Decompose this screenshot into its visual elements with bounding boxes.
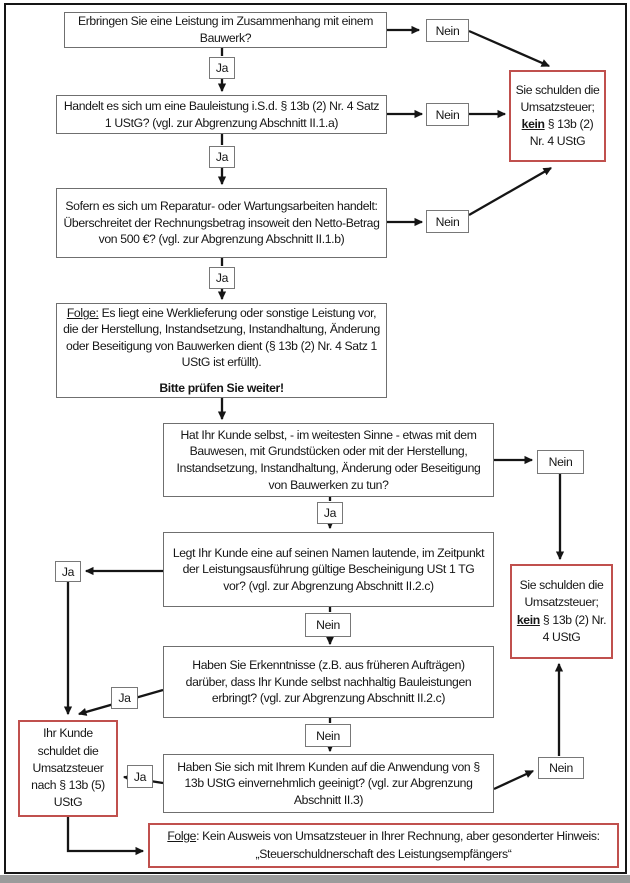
result-right-bottom-text bbox=[516, 577, 607, 646]
q5-text: Legt Ihr Kunde eine auf seinen Namen lautende, im Zeitpunkt der Leistungsausführung gültige Bescheinigung USt 1 TG vor? (vgl. zur Abgrenzung Abschnitt II.2.c) bbox=[172, 545, 485, 593]
flow-node-q3 bbox=[56, 188, 387, 258]
result-bottom-body: : Kein Ausweis von Umsatzsteuer in Ihrer Rechnung, aber gesonderter Hinweis: „Steuerschuldnerschaft des Leistungsempfängers“ bbox=[196, 829, 600, 861]
result-box-right-bottom bbox=[510, 564, 613, 659]
q4-text: Hat Ihr Kunde selbst, - im weitesten Sinne - etwas mit dem Bauwesen, mit Grundstücken oder mit der Herstellung, Instandsetzung, Instandhaltung, Änderung oder Beseitigung von Bauwerken zu tun? bbox=[176, 427, 481, 492]
result-box-bottom bbox=[148, 823, 619, 868]
label-nein-q7: Nein bbox=[538, 757, 584, 779]
folge-emphasis: Bitte prüfen Sie weiter! bbox=[159, 380, 284, 395]
q1-text: Erbringen Sie eine Leistung im Zusammenhang mit einem Bauwerk? bbox=[77, 14, 374, 45]
label-ja-q5: Ja bbox=[55, 561, 81, 582]
q2-text: Handelt es sich um eine Bauleistung i.S.d. § 13b (2) Nr. 4 Satz 1 UStG? (vgl. zur Abgrenzung Abschnitt II.1.a) bbox=[63, 98, 380, 130]
folge-label: Folge: bbox=[66, 305, 99, 320]
label-ja-q1: Ja bbox=[209, 57, 235, 79]
flow-node-q7 bbox=[163, 754, 494, 813]
flow-node-q4 bbox=[163, 423, 494, 497]
q7-text: Haben Sie sich mit Ihrem Kunden auf die Anwendung von § 13b UStG einvernehmlich geeinigt? (vgl. zur Abgrenzung Abschnitt II.3) bbox=[177, 759, 480, 807]
label-nein-q3: Nein bbox=[426, 210, 469, 233]
label-ja-q2: Ja bbox=[209, 146, 235, 168]
flow-node-folge bbox=[56, 303, 387, 398]
result-keyword: kein bbox=[521, 117, 545, 131]
result-bottom-label: Folge bbox=[167, 829, 197, 844]
result-pre: Sie schulden die Umsatzsteuer; bbox=[519, 578, 604, 610]
result-bottom-text bbox=[154, 828, 613, 862]
flow-node-q2 bbox=[56, 95, 387, 134]
label-ja-q7: Ja bbox=[127, 765, 153, 788]
result-box-left bbox=[18, 720, 118, 817]
flow-node-q1 bbox=[64, 12, 387, 48]
folge-body: Es liegt eine Werklieferung oder sonstige Leistung vor, die der Herstellung, Instandsetzung, Instandhaltung, Änderung oder Beseitigung von Bauwerken dient (§ 13b (2) Nr. 4 Satz 1 UStG ist erfüllt). bbox=[63, 305, 380, 370]
label-nein-q1: Nein bbox=[426, 19, 469, 42]
flow-node-q6 bbox=[163, 646, 494, 718]
result-pre: Sie schulden die Umsatzsteuer; bbox=[515, 82, 600, 114]
result-left-text: Ihr Kunde schuldet die Umsatzsteuer nach § 13b (5) UStG bbox=[31, 726, 105, 810]
q6-text: Haben Sie Erkenntnisse (z.B. aus früheren Aufträgen) darüber, dass Ihr Kunde selbst nachhaltig Bauleistungen erbringt? (vgl. zur Abgrenzung Abschnitt II.2.c) bbox=[185, 658, 472, 706]
q3-text: Sofern es sich um Reparatur- oder Wartungsarbeiten handelt: Überschreitet der Rechnungsbetrag insoweit den Netto-Betrag von 500 €? (vgl. zur Abgrenzung Abschnitt II.1.b) bbox=[63, 199, 380, 247]
label-nein-q6: Nein bbox=[305, 724, 351, 747]
result-box-right-top bbox=[509, 70, 606, 162]
folge-text bbox=[63, 305, 380, 371]
label-ja-q4: Ja bbox=[317, 502, 343, 524]
label-ja-q3: Ja bbox=[209, 267, 235, 289]
label-nein-q5: Nein bbox=[305, 613, 351, 637]
flow-node-q5 bbox=[163, 532, 494, 607]
bottom-edge-strip bbox=[0, 875, 630, 883]
label-nein-q4: Nein bbox=[537, 450, 584, 474]
result-post: § 13b (2) Nr. 4 UStG bbox=[542, 612, 607, 644]
result-right-top-text bbox=[515, 82, 600, 151]
result-keyword: kein bbox=[516, 612, 540, 627]
label-nein-q2: Nein bbox=[426, 103, 469, 126]
result-post: § 13b (2) Nr. 4 UStG bbox=[529, 117, 594, 149]
label-ja-q6: Ja bbox=[111, 687, 138, 709]
